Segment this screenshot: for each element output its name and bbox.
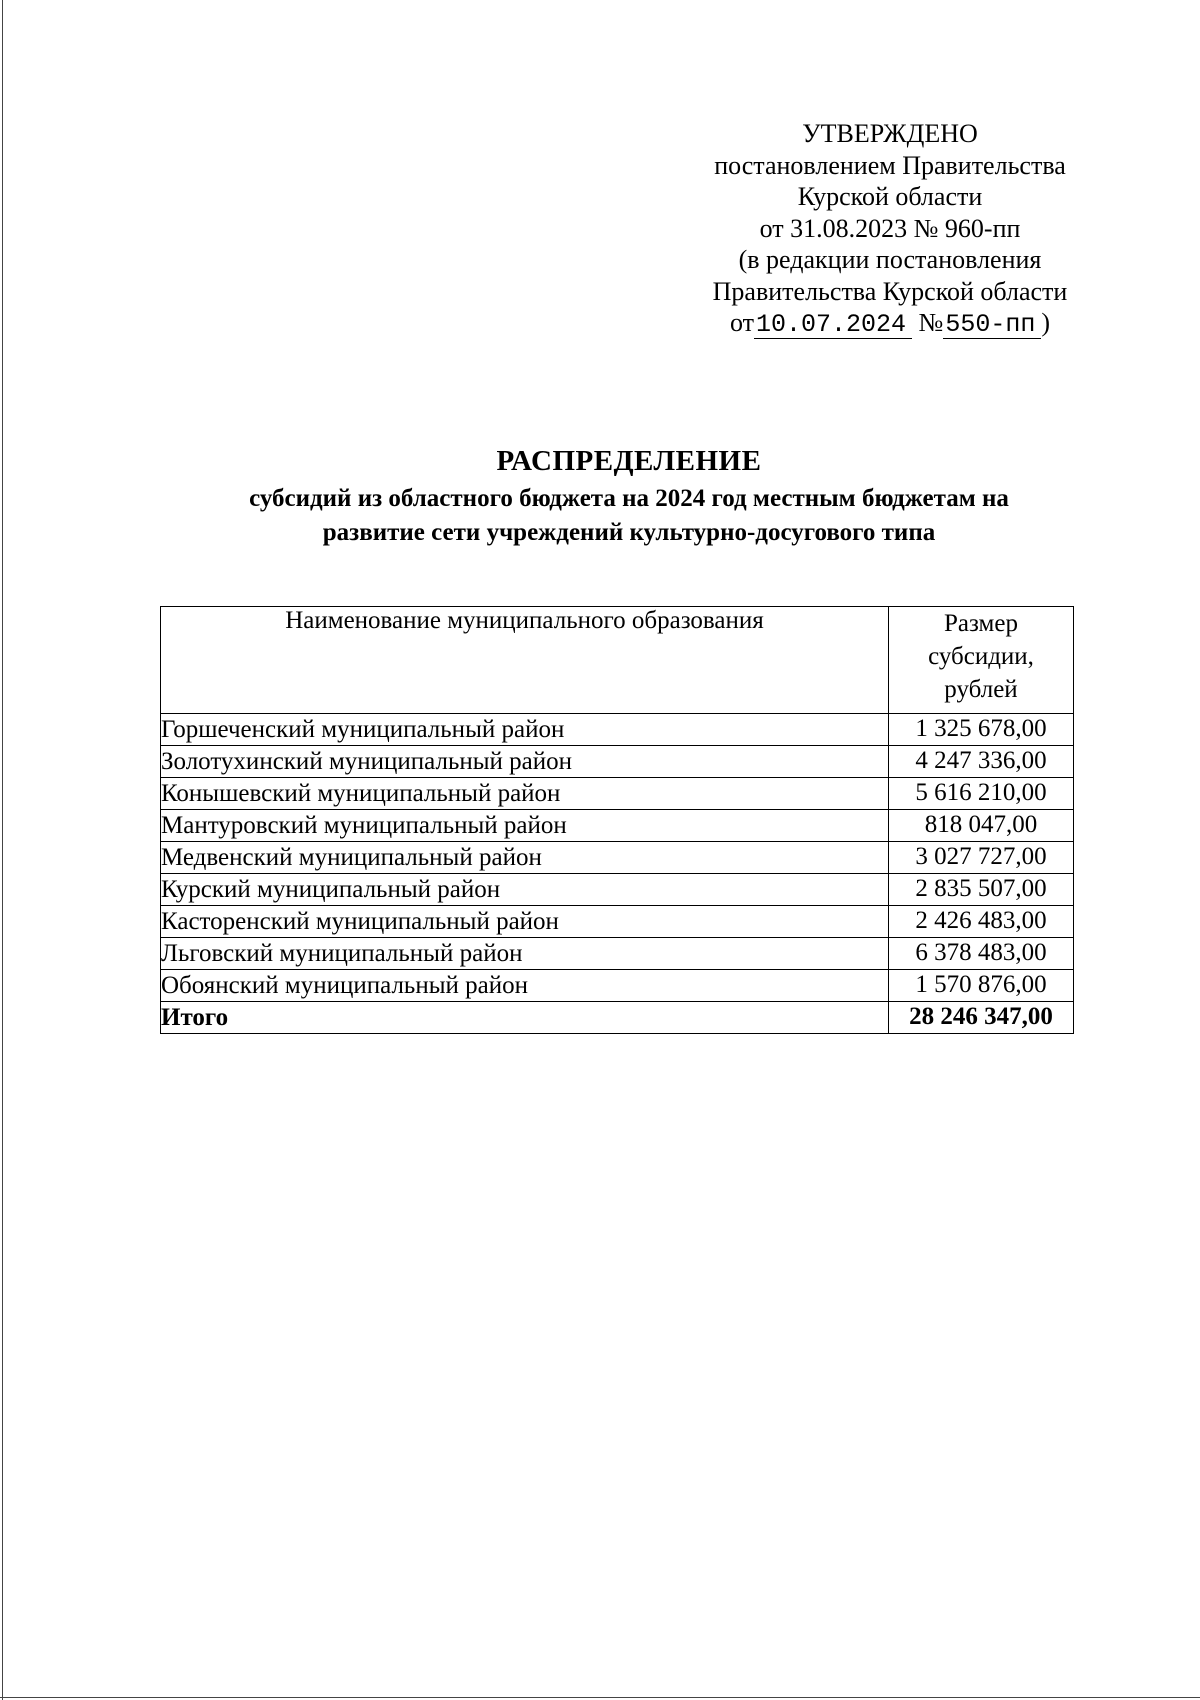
approval-heading: УТВЕРЖДЕНО: [802, 119, 978, 148]
header-amount-line-1: Размер: [944, 610, 1018, 637]
table-header-row: [161, 607, 1074, 714]
amendment-number: 550-пп: [943, 312, 1041, 339]
approval-amendment-line: [680, 307, 1100, 339]
row-municipality-name: Медвенский муниципальный район: [161, 842, 889, 874]
row-municipality-name: Мантуровский муниципальный район: [161, 810, 889, 842]
page-left-edge: [2, 0, 3, 1700]
table-row: [161, 810, 1074, 842]
table-row: [161, 874, 1074, 906]
row-municipality-name: Касторенский муниципальный район: [161, 906, 889, 938]
approval-line-2: Курской области: [797, 182, 983, 211]
subtitle-line-2: развитие сети учреждений культурно-досугового типа: [322, 519, 936, 546]
approval-line-4: (в редакции постановления: [738, 245, 1042, 274]
document-subtitle: [170, 482, 1088, 550]
row-subsidy-amount: 1 325 678,00: [889, 714, 1074, 746]
row-subsidy-amount: 6 378 483,00: [889, 938, 1074, 970]
subtitle-line-1: субсидий из областного бюджета на 2024 год местным бюджетам на: [249, 485, 1009, 512]
row-subsidy-amount: 4 247 336,00: [889, 746, 1074, 778]
row-subsidy-amount: 2 426 483,00: [889, 906, 1074, 938]
row-subsidy-amount: 1 570 876,00: [889, 970, 1074, 1002]
total-amount: 28 246 347,00: [889, 1002, 1074, 1034]
table-total-row: [161, 1002, 1074, 1034]
row-subsidy-amount: 818 047,00: [889, 810, 1074, 842]
table-row: [161, 938, 1074, 970]
table-row: [161, 746, 1074, 778]
approval-line-1: постановлением Правительства: [714, 150, 1066, 180]
total-label: Итого: [161, 1002, 889, 1034]
document-title: РАСПРЕДЕЛЕНИЕ: [496, 445, 762, 477]
header-municipality: Наименование муниципального образования: [161, 607, 889, 714]
approval-stamp: [680, 118, 1100, 339]
amendment-suffix: ): [1041, 308, 1051, 337]
page-bottom-edge: [0, 1697, 1200, 1698]
row-municipality-name: Льговский муниципальный район: [161, 938, 889, 970]
table-row: [161, 842, 1074, 874]
approval-line-3: от 31.08.2023 № 960-пп: [759, 213, 1021, 243]
header-subsidy-amount: [889, 607, 1074, 714]
row-municipality-name: Обоянский муниципальный район: [161, 970, 889, 1002]
row-municipality-name: Горшеченский муниципальный район: [161, 714, 889, 746]
row-municipality-name: Конышевский муниципальный район: [161, 778, 889, 810]
row-subsidy-amount: 3 027 727,00: [889, 842, 1074, 874]
header-amount-line-3: рублей: [944, 676, 1018, 703]
table-row: [161, 714, 1074, 746]
amendment-number-sign: №: [918, 308, 944, 337]
amendment-date: 10.07.2024: [754, 312, 912, 339]
amendment-prefix: от: [729, 308, 754, 337]
row-subsidy-amount: 2 835 507,00: [889, 874, 1074, 906]
row-subsidy-amount: 5 616 210,00: [889, 778, 1074, 810]
table-row: [161, 970, 1074, 1002]
header-amount-line-2: субсидии,: [928, 643, 1034, 670]
distribution-table-wrapper: [160, 606, 1074, 1034]
approval-line-5: Правительства Курской области: [712, 276, 1068, 306]
distribution-table: [160, 606, 1074, 1034]
table-row: [161, 906, 1074, 938]
table-row: [161, 778, 1074, 810]
row-municipality-name: Золотухинский муниципальный район: [161, 746, 889, 778]
row-municipality-name: Курский муниципальный район: [161, 874, 889, 906]
